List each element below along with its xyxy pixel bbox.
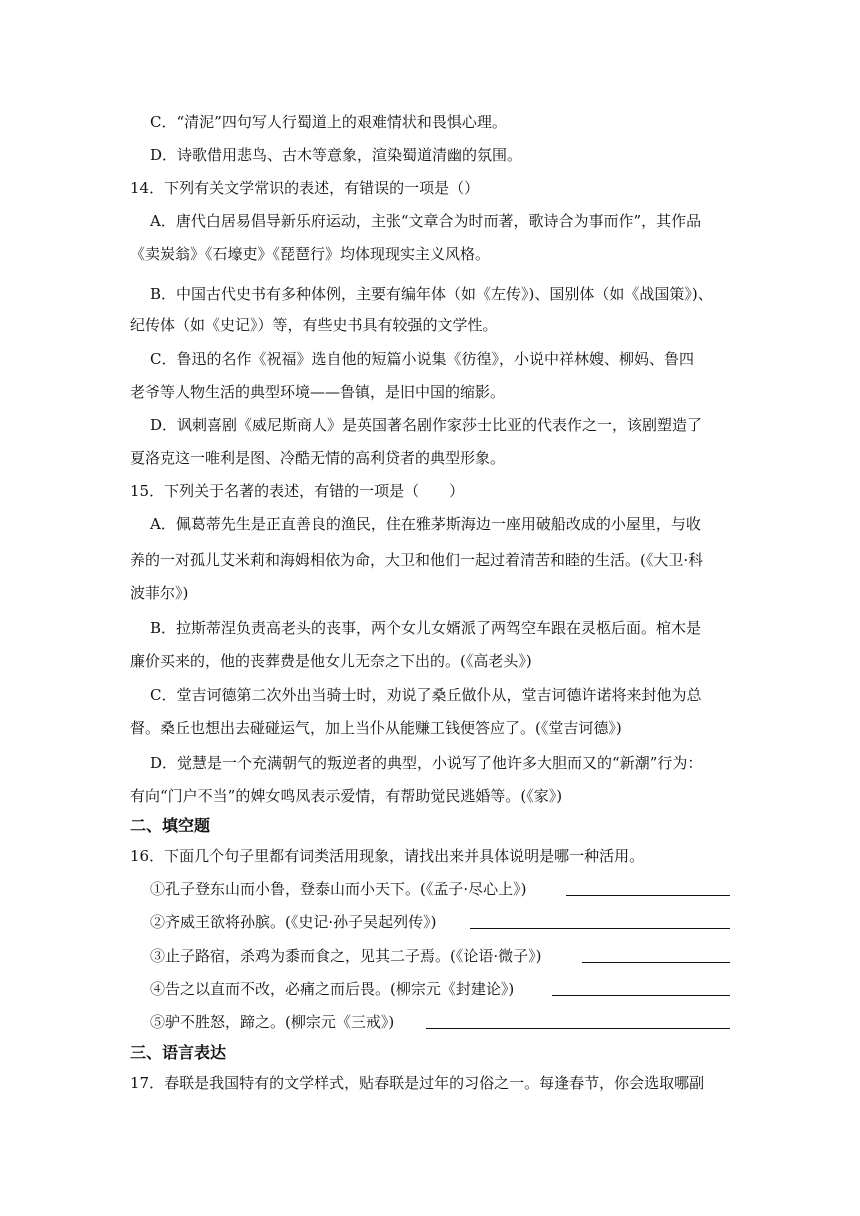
q15-option-d-line1 xyxy=(0,749,860,777)
q14-option-c-line1 xyxy=(0,345,860,373)
q14-option-d-line1 xyxy=(0,411,860,439)
section-2-heading-text: 二、填空题 xyxy=(130,816,211,835)
q16-item-1-text: ①孔子登东山而小鲁，登泰山而小天下。(《孟子·尽心上》) xyxy=(150,880,527,898)
q15-option-a-line1 xyxy=(0,510,860,538)
q15-option-a-text-3: 波菲尔》) xyxy=(130,584,189,602)
q15-option-a-text-1: A．佩葛蒂先生是正直善良的渔民，住在雅茅斯海边一座用破船改成的小屋里，与收 xyxy=(150,515,701,533)
section-3-heading xyxy=(0,1039,860,1067)
q16-item-3-text: ③止子路宿，杀鸡为黍而食之，见其二子焉。(《论语·微子》) xyxy=(150,947,542,965)
q16-stem xyxy=(0,842,860,870)
q15-option-c-line2 xyxy=(0,714,860,742)
q13-option-d-text: D．诗歌借用悲鸟、古木等意象，渲染蜀道清幽的氛围。 xyxy=(150,146,523,164)
q15-option-a-line3 xyxy=(0,579,860,607)
q15-option-a-line2 xyxy=(0,546,860,574)
q14-option-b-line1 xyxy=(0,280,860,308)
q15-option-d-text-1: D．觉慧是一个充满朝气的叛逆者的典型，小说写了他许多大胆而又的“新潮”行为： xyxy=(150,754,703,772)
q14-option-a-text-2: 《卖炭翁》《石壕吏》《琵琶行》均体现现实主义风格。 xyxy=(130,245,491,263)
q16-item-2-text: ②齐威王欲将孙膑。(《史记·孙子吴起列传》) xyxy=(150,913,437,931)
q16-item-4-text: ④告之以直而不改，必痛之而后畏。(柳宗元《封建论》) xyxy=(150,980,515,998)
q13-option-c xyxy=(0,108,860,136)
q13-option-d xyxy=(0,141,860,169)
q14-option-d-text-2: 夏洛克这一唯利是图、冷酷无情的高利贷者的典型形象。 xyxy=(130,449,506,467)
section-2-heading xyxy=(0,812,860,840)
q14-option-d-line2 xyxy=(0,444,860,472)
q14-option-a-line1 xyxy=(0,207,860,235)
q13-option-c-text: C．“清泥”四句写人行蜀道上的艰难情状和畏惧心理。 xyxy=(150,113,507,131)
q16-item-4 xyxy=(0,975,860,1003)
q17-stem xyxy=(0,1069,860,1097)
q15-option-b-text-1: B．拉斯蒂涅负责高老头的丧事，两个女儿女婿派了两驾空车跟在灵柩后面。棺木是 xyxy=(150,619,702,637)
q16-stem-text: 16．下面几个句子里都有词类活用现象，请找出来并具体说明是哪一种活用。 xyxy=(130,847,645,865)
q14-option-b-text-1: B．中国古代史书有多种体例，主要有编年体（如《左传》)、国别体（如《战国策》)、 xyxy=(150,285,713,303)
q14-stem xyxy=(0,174,860,202)
q15-option-a-text-2: 养的一对孤儿艾米莉和海姆相依为命，大卫和他们一起过着清苦和睦的生活。(《大卫·科 xyxy=(130,551,704,569)
q16-item-5 xyxy=(0,1008,860,1036)
q15-option-b-line2 xyxy=(0,647,860,675)
q14-option-a-text-1: A．唐代白居易倡导新乐府运动，主张“文章合为时而著，歌诗合为事而作”，其作品 xyxy=(150,212,702,230)
q15-option-c-text-2: 督。桑丘也想出去碰碰运气，加上当仆从能赚工钱便答应了。(《堂吉诃德》) xyxy=(130,719,622,737)
q15-option-d-line2 xyxy=(0,782,860,810)
q14-option-d-text-1: D．讽刺喜剧《威尼斯商人》是英国著名剧作家莎士比亚的代表作之一，该剧塑造了 xyxy=(150,416,703,434)
q14-option-a-line2 xyxy=(0,240,860,268)
q16-item-1-answer-blank[interactable] xyxy=(566,895,730,896)
q15-option-b-text-2: 廉价买来的，他的丧葬费是他女儿无奈之下出的。(《高老头》) xyxy=(130,652,532,670)
q14-stem-text: 14．下列有关文学常识的表述，有错误的一项是（） xyxy=(130,179,480,197)
q16-item-5-answer-blank[interactable] xyxy=(426,1028,730,1029)
q14-option-b-line2 xyxy=(0,311,860,339)
q14-option-c-line2 xyxy=(0,378,860,406)
q16-item-1 xyxy=(0,875,860,903)
q15-option-d-text-2: 有向“门户不当”的婢女鸣凤表示爱情，有帮助觉民逃婚等。(《家》) xyxy=(130,787,563,805)
q15-option-c-line1 xyxy=(0,681,860,709)
q16-item-5-text: ⑤驴不胜怒，蹄之。(柳宗元《三戒》) xyxy=(150,1013,395,1031)
q16-item-3 xyxy=(0,942,860,970)
q15-stem-text: 15．下列关于名著的表述，有错的一项是（ ） xyxy=(130,482,465,500)
q15-stem xyxy=(0,477,860,505)
section-3-heading-text: 三、语言表达 xyxy=(130,1043,227,1062)
q16-item-4-answer-blank[interactable] xyxy=(552,995,730,996)
q16-item-2 xyxy=(0,908,860,936)
q16-item-2-answer-blank[interactable] xyxy=(470,928,730,929)
q15-option-b-line1 xyxy=(0,614,860,642)
q17-stem-text: 17．春联是我国特有的文学样式，贴春联是过年的习俗之一。每逢春节，你会选取哪副 xyxy=(130,1074,705,1092)
q14-option-c-text-1: C．鲁迅的名作《祝福》选自他的短篇小说集《彷徨》，小说中祥林嫂、柳妈、鲁四 xyxy=(150,350,694,368)
q14-option-b-text-2: 纪传体（如《史记》）等，有些史书具有较强的文学性。 xyxy=(130,316,498,334)
q14-option-c-text-2: 老爷等人物生活的典型环境——鲁镇，是旧中国的缩影。 xyxy=(130,383,506,401)
q16-item-3-answer-blank[interactable] xyxy=(582,962,730,963)
q15-option-c-text-1: C．堂吉诃德第二次外出当骑士时，劝说了桑丘做仆从，堂吉诃德许诺将来封他为总 xyxy=(150,686,702,704)
